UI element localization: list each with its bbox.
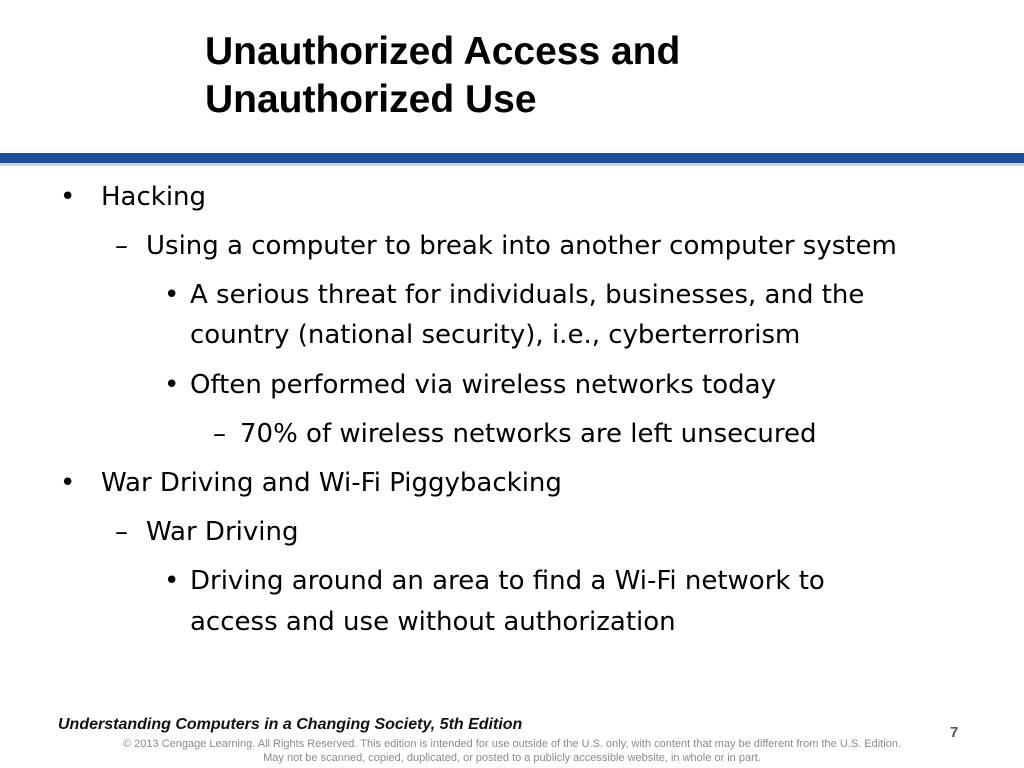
subsubbullet-definition-line-1: Driving around an area to find a Wi-Fi network to [190,566,825,596]
dash-marker: – [213,419,226,449]
title-divider-shadow [0,163,1024,166]
bullet-marker: • [164,280,180,310]
footer-book-title: Understanding Computers in a Changing Society, 5th Edition [58,716,523,733]
slide-title-line-1: Unauthorized Access and [205,30,681,73]
slide-title [205,28,985,124]
bullet-hacking: Hacking [101,182,207,212]
subsubbullet-threat-line-1: A serious threat for individuals, businesses, and the [190,280,865,310]
bullet-marker: • [60,468,76,498]
bullet-war-driving: War Driving and Wi-Fi Piggybacking [101,468,562,498]
subbullet-war-driving: War Driving [146,517,299,547]
bullet-marker: • [164,566,180,596]
page-number: 7 [950,724,959,741]
subbullet-definition: Using a computer to break into another computer system [146,231,897,261]
bullet-marker: • [60,182,76,212]
title-divider [0,153,1024,163]
level4-unsecured: 70% of wireless networks are left unsecured [240,419,817,449]
bullet-marker: • [164,370,180,400]
dash-marker: – [115,517,128,547]
subsubbullet-wireless: Often performed via wireless networks today [190,370,776,400]
copyright-line-2: May not be scanned, copied, duplicated, or posted to a publicly accessible website, in whole or in part. [263,752,761,764]
slide-title-line-2: Unauthorized Use [205,78,537,121]
subsubbullet-definition-line-2: access and use without authorization [190,607,676,637]
dash-marker: – [115,231,128,261]
copyright-notice [0,737,1024,765]
subsubbullet-threat-line-2: country (national security), i.e., cyberterrorism [190,320,801,350]
copyright-line-1: © 2013 Cengage Learning. All Rights Reserved. This edition is intended for use outside of the U.S. only, with content that may be different from the U.S. Edition. [123,738,901,750]
